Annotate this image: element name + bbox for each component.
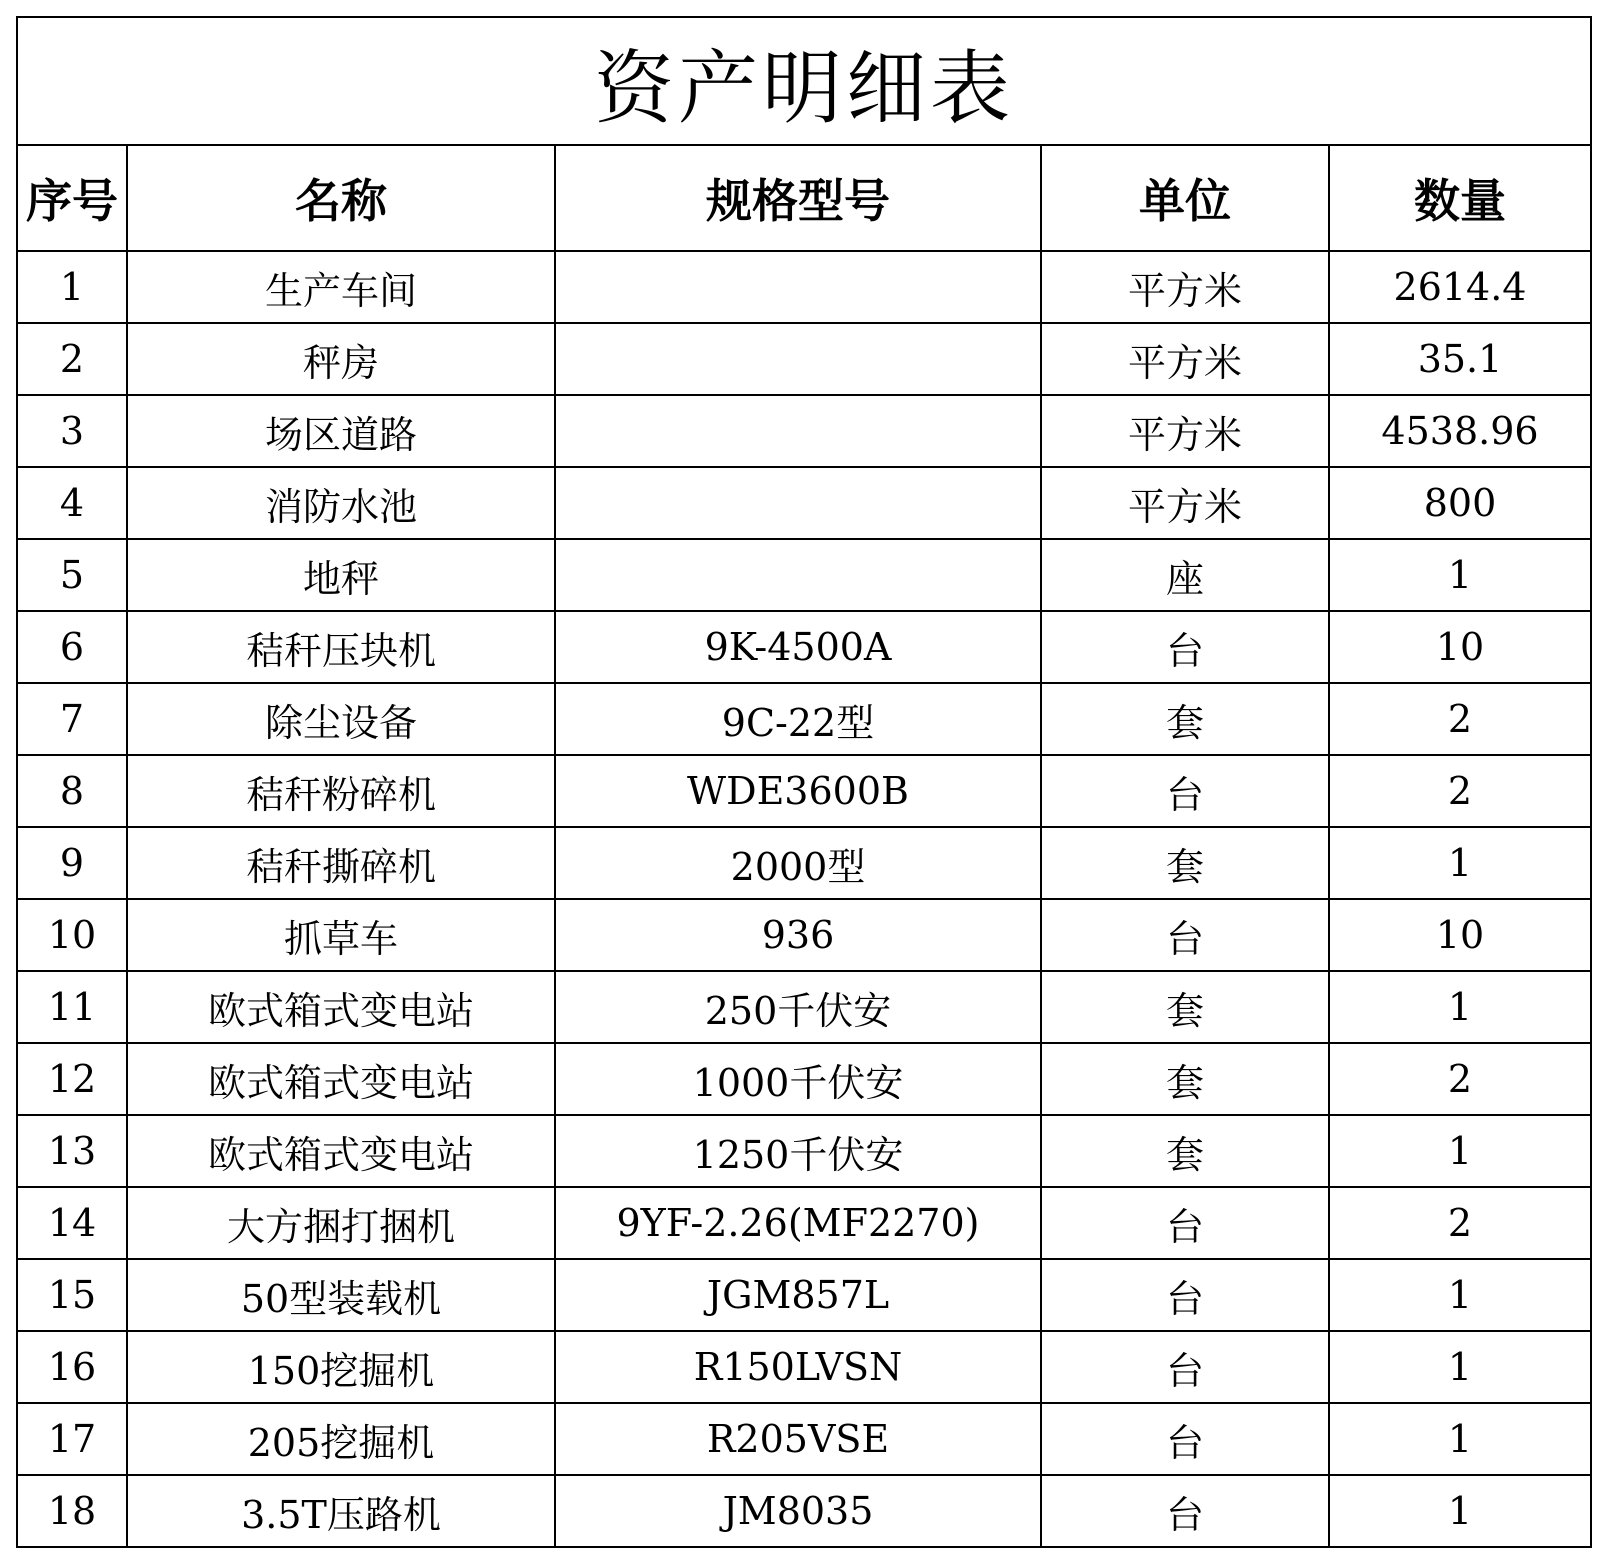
header-name: 名称 bbox=[127, 146, 555, 251]
cell-name: 场区道路 bbox=[127, 395, 555, 467]
cell-quantity: 2 bbox=[1329, 755, 1590, 827]
cell-spec bbox=[555, 251, 1041, 323]
cell-index: 17 bbox=[18, 1403, 127, 1475]
cell-unit: 台 bbox=[1041, 1259, 1329, 1331]
cell-spec: 2000型 bbox=[555, 827, 1041, 899]
cell-name: 欧式箱式变电站 bbox=[127, 1043, 555, 1115]
cell-name: 150挖掘机 bbox=[127, 1331, 555, 1403]
cell-name: 大方捆打捆机 bbox=[127, 1187, 555, 1259]
cell-spec bbox=[555, 323, 1041, 395]
table-row bbox=[18, 323, 1590, 395]
cell-quantity: 1 bbox=[1329, 971, 1590, 1043]
cell-quantity: 1 bbox=[1329, 1331, 1590, 1403]
asset-table bbox=[18, 146, 1590, 1546]
cell-unit: 套 bbox=[1041, 1043, 1329, 1115]
cell-index: 2 bbox=[18, 323, 127, 395]
table-row bbox=[18, 899, 1590, 971]
cell-spec: 936 bbox=[555, 899, 1041, 971]
cell-name: 秤房 bbox=[127, 323, 555, 395]
cell-name: 欧式箱式变电站 bbox=[127, 1115, 555, 1187]
cell-unit: 平方米 bbox=[1041, 467, 1329, 539]
cell-spec: 9YF-2.26(MF2270) bbox=[555, 1187, 1041, 1259]
table-row bbox=[18, 467, 1590, 539]
cell-quantity: 10 bbox=[1329, 899, 1590, 971]
cell-unit: 套 bbox=[1041, 827, 1329, 899]
cell-quantity: 1 bbox=[1329, 539, 1590, 611]
table-row bbox=[18, 755, 1590, 827]
cell-unit: 套 bbox=[1041, 971, 1329, 1043]
cell-spec bbox=[555, 395, 1041, 467]
cell-unit: 座 bbox=[1041, 539, 1329, 611]
table-row bbox=[18, 395, 1590, 467]
cell-spec bbox=[555, 539, 1041, 611]
cell-index: 5 bbox=[18, 539, 127, 611]
table-row bbox=[18, 1331, 1590, 1403]
cell-quantity: 2 bbox=[1329, 683, 1590, 755]
table-row bbox=[18, 827, 1590, 899]
cell-spec: WDE3600B bbox=[555, 755, 1041, 827]
table-body bbox=[18, 251, 1590, 1546]
table-row bbox=[18, 1187, 1590, 1259]
table-row bbox=[18, 1403, 1590, 1475]
cell-quantity: 1 bbox=[1329, 1259, 1590, 1331]
header-quantity: 数量 bbox=[1329, 146, 1590, 251]
cell-index: 14 bbox=[18, 1187, 127, 1259]
cell-index: 15 bbox=[18, 1259, 127, 1331]
cell-quantity: 4538.96 bbox=[1329, 395, 1590, 467]
cell-name: 3.5T压路机 bbox=[127, 1475, 555, 1546]
header-index: 序号 bbox=[18, 146, 127, 251]
cell-quantity: 2614.4 bbox=[1329, 251, 1590, 323]
cell-spec: JGM857L bbox=[555, 1259, 1041, 1331]
cell-quantity: 1 bbox=[1329, 1403, 1590, 1475]
cell-quantity: 1 bbox=[1447, 1489, 1473, 1533]
table-row bbox=[18, 251, 1590, 323]
cell-spec: 9K-4500A bbox=[555, 611, 1041, 683]
cell-spec: 1000千伏安 bbox=[555, 1043, 1041, 1115]
table-row bbox=[18, 1259, 1590, 1331]
cell-name: 除尘设备 bbox=[127, 683, 555, 755]
cell-unit: 台 bbox=[1041, 1187, 1329, 1259]
cell-quantity: 1 bbox=[1329, 1115, 1590, 1187]
table-row bbox=[18, 1043, 1590, 1115]
cell-unit: 台 bbox=[1041, 755, 1329, 827]
cell-name: 秸秆压块机 bbox=[127, 611, 555, 683]
cell-index: 6 bbox=[18, 611, 127, 683]
cell-unit: 套 bbox=[1041, 1115, 1329, 1187]
cell-index: 3 bbox=[18, 395, 127, 467]
cell-unit: 台 bbox=[1041, 1475, 1329, 1546]
cell-unit: 套 bbox=[1041, 683, 1329, 755]
cell-unit: 台 bbox=[1041, 611, 1329, 683]
cell-name: 秸秆粉碎机 bbox=[127, 755, 555, 827]
cell-unit: 台 bbox=[1041, 899, 1329, 971]
cell-unit: 平方米 bbox=[1041, 251, 1329, 323]
header-spec: 规格型号 bbox=[555, 146, 1041, 251]
cell-spec: JM8035 bbox=[555, 1475, 1041, 1546]
cell-index: 12 bbox=[18, 1043, 127, 1115]
page-title: 资产明细表 bbox=[594, 41, 1014, 135]
cell-spec: 250千伏安 bbox=[555, 971, 1041, 1043]
cell-index: 1 bbox=[18, 251, 127, 323]
table-row bbox=[18, 683, 1590, 755]
cell-quantity: 800 bbox=[1329, 467, 1590, 539]
cell-spec: 9C-22型 bbox=[555, 683, 1041, 755]
cell-spec bbox=[555, 467, 1041, 539]
asset-detail-sheet bbox=[16, 16, 1592, 1548]
table-row bbox=[18, 1115, 1590, 1187]
cell-index: 16 bbox=[18, 1331, 127, 1403]
cell-index: 9 bbox=[18, 827, 127, 899]
cell-name: 抓草车 bbox=[127, 899, 555, 971]
cell-index: 11 bbox=[18, 971, 127, 1043]
cell-name: 地秤 bbox=[127, 539, 555, 611]
cell-spec: R205VSE bbox=[555, 1403, 1041, 1475]
cell-spec: 1250千伏安 bbox=[555, 1115, 1041, 1187]
cell-unit: 台 bbox=[1041, 1403, 1329, 1475]
cell-quantity: 35.1 bbox=[1329, 323, 1590, 395]
cell-unit: 平方米 bbox=[1041, 395, 1329, 467]
cell-name: 50型装载机 bbox=[127, 1259, 555, 1331]
cell-index: 10 bbox=[18, 899, 127, 971]
cell-index: 18 bbox=[18, 1475, 127, 1546]
cell-name: 生产车间 bbox=[127, 251, 555, 323]
cell-name: 欧式箱式变电站 bbox=[127, 971, 555, 1043]
title-row bbox=[18, 18, 1590, 146]
cell-quantity: 2 bbox=[1329, 1187, 1590, 1259]
table-header-row bbox=[18, 146, 1590, 251]
cell-unit: 台 bbox=[1041, 1331, 1329, 1403]
cell-quantity: 10 bbox=[1329, 611, 1590, 683]
table-row bbox=[18, 611, 1590, 683]
cell-name: 205挖掘机 bbox=[127, 1403, 555, 1475]
cell-name: 消防水池 bbox=[127, 467, 555, 539]
cell-spec: R150LVSN bbox=[555, 1331, 1041, 1403]
cell-quantity: 2 bbox=[1329, 1043, 1590, 1115]
header-unit: 单位 bbox=[1041, 146, 1329, 251]
table-row bbox=[18, 1475, 1590, 1546]
table-row bbox=[18, 539, 1590, 611]
cell-unit: 平方米 bbox=[1041, 323, 1329, 395]
cell-index: 4 bbox=[18, 467, 127, 539]
cell-index: 7 bbox=[18, 683, 127, 755]
table-row bbox=[18, 971, 1590, 1043]
cell-index: 8 bbox=[18, 755, 127, 827]
cell-quantity: 1 bbox=[1329, 827, 1590, 899]
cell-index: 13 bbox=[18, 1115, 127, 1187]
cell-name: 秸秆撕碎机 bbox=[127, 827, 555, 899]
